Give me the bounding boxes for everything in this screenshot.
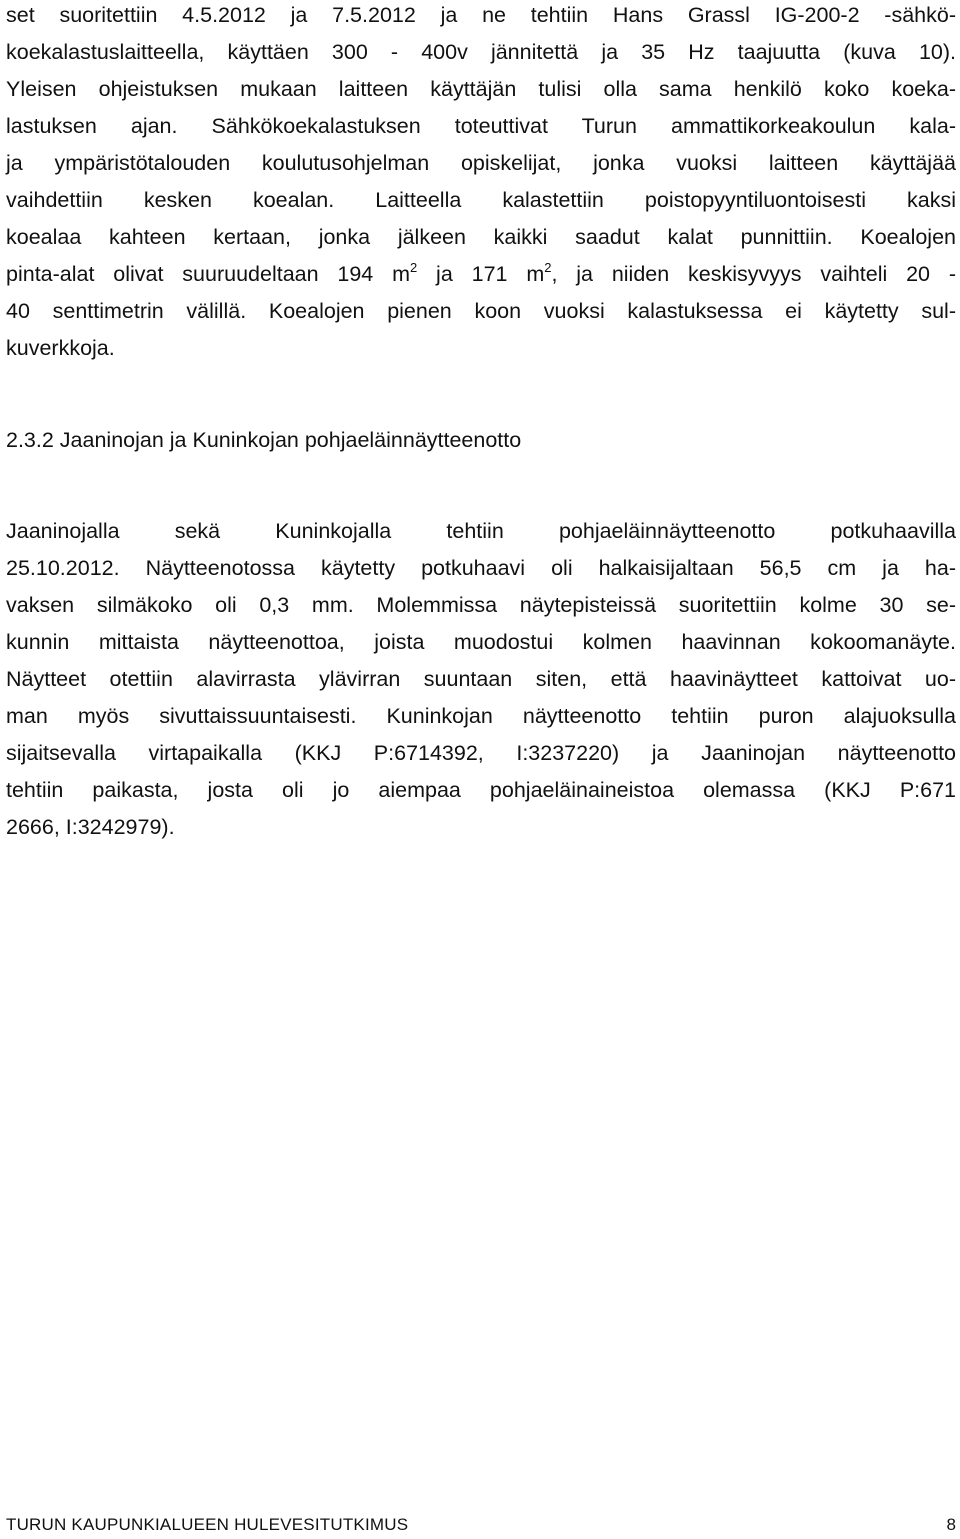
paragraph1-line-last: kuverkkoja. bbox=[6, 336, 115, 360]
page-footer bbox=[6, 1512, 956, 1538]
page-number: 8 bbox=[946, 1515, 956, 1534]
paragraph1-line: koekalastuslaitteella, käyttäen 300 - 400v jännitettä ja 35 Hz taajuutta (kuva 10). bbox=[6, 40, 956, 64]
footer-title: TURUN KAUPUNKIALUEEN HULEVESITUTKIMUS bbox=[6, 1515, 409, 1534]
paragraph1-line: vaihdettiin kesken koealan. Laitteella kalastettiin poistopyyntiluontoisesti kaksi bbox=[6, 188, 956, 212]
paragraph1-area-line bbox=[6, 259, 956, 289]
paragraph2-line: Jaaninojalla sekä Kuninkojalla tehtiin pohjaeläinnäytteenotto potkuhaavilla bbox=[6, 519, 956, 543]
paragraph1-line: koealaa kahteen kertaan, jonka jälkeen kaikki saadut kalat punnittiin. Koealojen bbox=[6, 225, 956, 249]
paragraph2-line: Näytteet otettiin alavirrasta ylävirran suuntaan siten, että haavinäytteet kattoivat uo- bbox=[6, 667, 956, 691]
paragraph1-line: 40 senttimetrin välillä. Koealojen pienen koon vuoksi kalastuksessa ei käytetty sul- bbox=[6, 299, 956, 323]
superscript-2: 2 bbox=[544, 260, 552, 275]
paragraph1-line: Yleisen ohjeistuksen mukaan laitteen käyttäjän tulisi olla sama henkilö koko koeka- bbox=[6, 77, 956, 101]
paragraph2-line: man myös sivuttaissuuntaisesti. Kuninkojan näytteenotto tehtiin puron alajuoksulla bbox=[6, 704, 956, 728]
area-text-part3: , ja niiden keskisyvyys vaihteli 20 - bbox=[551, 262, 956, 286]
section-heading: 2.3.2 Jaaninojan ja Kuninkojan pohjaeläinnäytteenotto bbox=[6, 428, 522, 452]
paragraph2-line: tehtiin paikasta, josta oli jo aiempaa pohjaeläinaineistoa olemassa (KKJ P:671 bbox=[6, 778, 956, 802]
paragraph2-line: 25.10.2012. Näytteenotossa käytetty potkuhaavi oli halkaisijaltaan 56,5 cm ja ha- bbox=[6, 556, 956, 580]
paragraph1-line: lastuksen ajan. Sähkökoekalastuksen toteuttivat Turun ammattikorkeakoulun kala- bbox=[6, 114, 956, 138]
paragraph2-line: vaksen silmäkoko oli 0,3 mm. Molemmissa näytepisteissä suoritettiin kolme 30 se- bbox=[6, 593, 956, 617]
area-text-part2: ja 171 m bbox=[417, 262, 545, 286]
paragraph1-line: set suoritettiin 4.5.2012 ja 7.5.2012 ja ne tehtiin Hans Grassl IG-200-2 -sähkö- bbox=[6, 3, 956, 27]
paragraph1-line: ja ympäristötalouden koulutusohjelman opiskelijat, jonka vuoksi laitteen käyttäjää bbox=[6, 151, 956, 175]
superscript-2: 2 bbox=[410, 260, 418, 275]
paragraph2-line: sijaitsevalla virtapaikalla (KKJ P:6714392, I:3237220) ja Jaaninojan näytteenotto bbox=[6, 741, 956, 765]
area-text-part1: pinta-alat olivat suuruudeltaan 194 m bbox=[6, 262, 410, 286]
paragraph2-line: kunnin mittaista näytteenottoa, joista muodostui kolmen haavinnan kokoomanäyte. bbox=[6, 630, 956, 654]
paragraph2-line-last: 2666, I:3242979). bbox=[6, 815, 175, 839]
